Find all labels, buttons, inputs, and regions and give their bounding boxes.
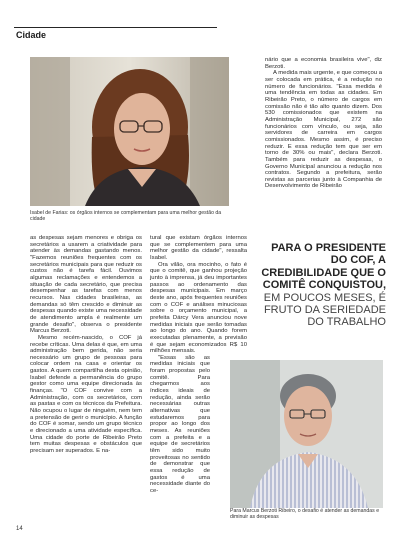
paragraph: as despesas sejam menores e obriga os secretários a usarem a criatividade para atender às demandas gastando menos. "Fazemos reuniões frequentes com os secretários municipais para que reduzir os custos não é tarefa fácil. Ouvimos algumas reclamações e entendemos a situação de cada secretário, que precisa desempenhar as tarefas com menos recursos. Nas cidades brasileiras, as demandas só têm crescido e diminuir as despesas quando existe uma necessidade de atendimento ampla é realmente um grande desafio", observa o presidente Marcus Berzoti. [30,235,142,335]
photo-marcus-berzoti [230,360,383,508]
section-title: Cidade [16,30,47,40]
pull-quote-light: EM POUCOS MESES, É FRUTO DA SERIEDADE DO TRABALHO [263,291,386,329]
article-column-1 [30,235,142,455]
pull-quote-strong: PARA O PRESIDENTE DO COF, A CREDIBILIDADE QUE O COMITÊ CONQUISTOU, [261,242,386,292]
portrait-woman-image [30,57,229,206]
photo-caption-bottom: Para Marcus Berzoti Ribeiro, o desafio é atender as demandas e diminuir as despesas [230,508,380,521]
paragraph: Ora vilão, ora mocinho, o fato é que o comitê, que ganhou projeção junto à imprensa, já deu importantes passos ao ordenamento das despesas municipais. Em março deste ano, após frequentes reuniões com o COF e análises minuciosas sobre o orçamento municipal, a prefeita Dárcy Vera anunciou nove medidas iniciais que serão tomadas ao longo do ano. Quando forem executadas plenamente, a previsão é que sejam economizados R$ 10 milhões mensais. [150,261,247,355]
portrait-man-image [230,360,383,508]
page-number: 14 [16,526,23,532]
photo-caption-top: Isabel de Farias: os órgãos internos se complementam para uma melhor gestão da cidade [30,210,222,223]
pull-quote [256,242,386,329]
paragraph: "Essas são as medidas iniciais que foram propostas pelo comitê. Para chegarmos aos índices ideais de redução, ainda serão necessárias outras alternativas que estudaremos para propor ao longo dos meses. As reuniões com a prefeita e a equipe de secretários têm sido muito proveitosas no sentido de demonstrar que essa redução de gastos é uma necessidade diante do ce- [150,354,210,494]
photo-isabel-de-farias [30,57,229,206]
paragraph: A medida mais urgente, e que começou a ser colocada em prática, é a redução no número de funcionários. "Essa medida é uma tendência em todas as cidades. Em Ribeirão Preto, o número de cargos em comissão não é tão alto quanto dizem. Dos 530 comissionados que existem na Administração Municipal, 272 são funcionários com vínculo, ou seja, são servidores de carreira em cargos comissionados. Mesmo assim, é preciso reduzir. E essa redução tem que ser em torno de 30% ou mais", declara Berzoti. Também para reduzir as despesas, o Governo Municipal anunciou a redução nos contratos. Segundo a prefeitura, serão revistas as parcerias junto à Companhia de Desenvolvimento de Ribeirão [265,70,382,190]
paragraph: Mesmo recém-nascido, o COF já recebe críticas. Uma delas é que, em uma administração bem gerida, não seria necessário um grupo de pessoas para colocar ordem na casa e orientar os gastos. A quem compartilha desta opinião, Isabel defende a permanência do grupo gestor como uma equipe direcionada às finanças. "O COF convive com a Administração, com os secretários, com as pastas e com os técnicos da Prefeitura. Não ocupou o lugar de ninguém, nem tem a pretensão de gerir o município. A função do COF é somar, sendo um grupo técnico e direcionado a uma atividade específica. Uma cidade do porte de Ribeirão Preto tem muitas despesas e obstáculos que precisam ser superados. E na- [30,334,142,454]
article-column-3 [265,57,382,190]
paragraph: tural que existam órgãos internos que se complementem para uma melhor gestão da cidade", ressalta Isabel. [150,235,247,261]
section-rule [14,27,217,28]
paragraph: nário que a economia brasileira vive", diz Berzoti. [265,57,382,70]
